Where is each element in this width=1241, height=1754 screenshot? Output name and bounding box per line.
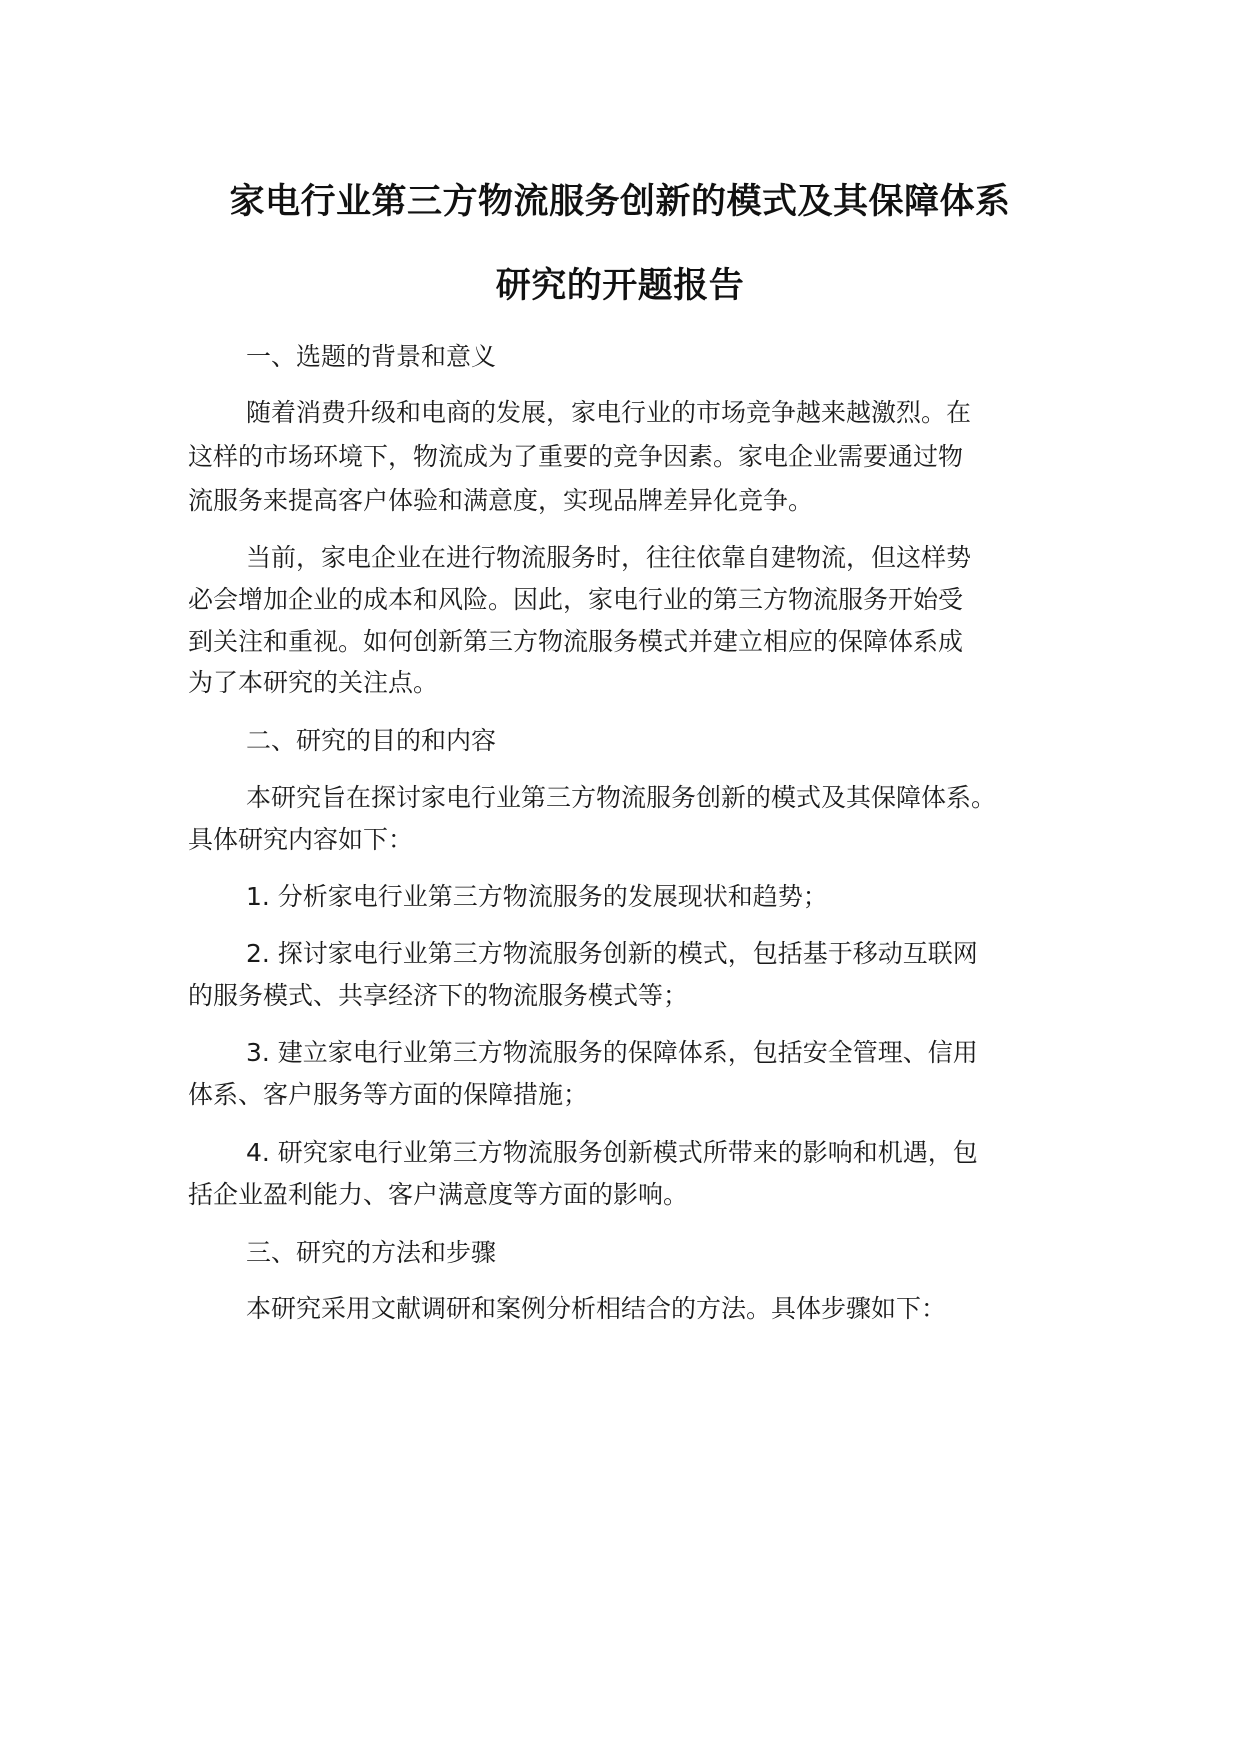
list-item-2-line-1: 2. 探讨家电行业第三方物流服务创新的模式，包括基于移动互联网 (246, 939, 978, 968)
paragraph-3-line-1: 本研究旨在探讨家电行业第三方物流服务创新的模式及其保障体系。 (246, 783, 997, 812)
list-item-4-line-1: 4. 研究家电行业第三方物流服务创新模式所带来的影响和机遇，包 (246, 1138, 978, 1167)
document-title-line-1: 家电行业第三方物流服务创新的模式及其保障体系 (229, 182, 1011, 222)
paragraph-2-line-4: 为了本研究的关注点。 (188, 668, 439, 697)
list-item-4-line-2: 括企业盈利能力、客户满意度等方面的影响。 (188, 1180, 689, 1209)
list-item-1-line-1: 1. 分析家电行业第三方物流服务的发展现状和趋势； (246, 882, 828, 911)
paragraph-4-line-1: 本研究采用文献调研和案例分析相结合的方法。具体步骤如下： (246, 1294, 947, 1323)
paragraph-1-line-2: 这样的市场环境下，物流成为了重要的竞争因素。家电企业需要通过物 (188, 442, 964, 471)
paragraph-1-line-1: 随着消费升级和电商的发展，家电行业的市场竞争越来越激烈。在 (246, 398, 972, 427)
section-2-heading: 二、研究的目的和内容 (246, 726, 497, 755)
list-item-3-line-2: 体系、客户服务等方面的保障措施； (188, 1080, 589, 1109)
paragraph-2-line-3: 到关注和重视。如何创新第三方物流服务模式并建立相应的保障体系成 (188, 627, 964, 656)
paragraph-2-line-1: 当前，家电企业在进行物流服务时，往往依靠自建物流，但这样势 (246, 543, 972, 572)
section-1-heading: 一、选题的背景和意义 (246, 342, 497, 371)
paragraph-1-line-3: 流服务来提高客户体验和满意度，实现品牌差异化竞争。 (188, 486, 814, 515)
paragraph-2-line-2: 必会增加企业的成本和风险。因此，家电行业的第三方物流服务开始受 (188, 585, 964, 614)
list-item-3-line-1: 3. 建立家电行业第三方物流服务的保障体系，包括安全管理、信用 (246, 1038, 978, 1067)
section-3-heading: 三、研究的方法和步骤 (246, 1238, 497, 1267)
document-title-line-2: 研究的开题报告 (495, 266, 745, 306)
paragraph-3-line-2: 具体研究内容如下： (188, 825, 414, 854)
list-item-2-line-2: 的服务模式、共享经济下的物流服务模式等； (188, 981, 689, 1010)
